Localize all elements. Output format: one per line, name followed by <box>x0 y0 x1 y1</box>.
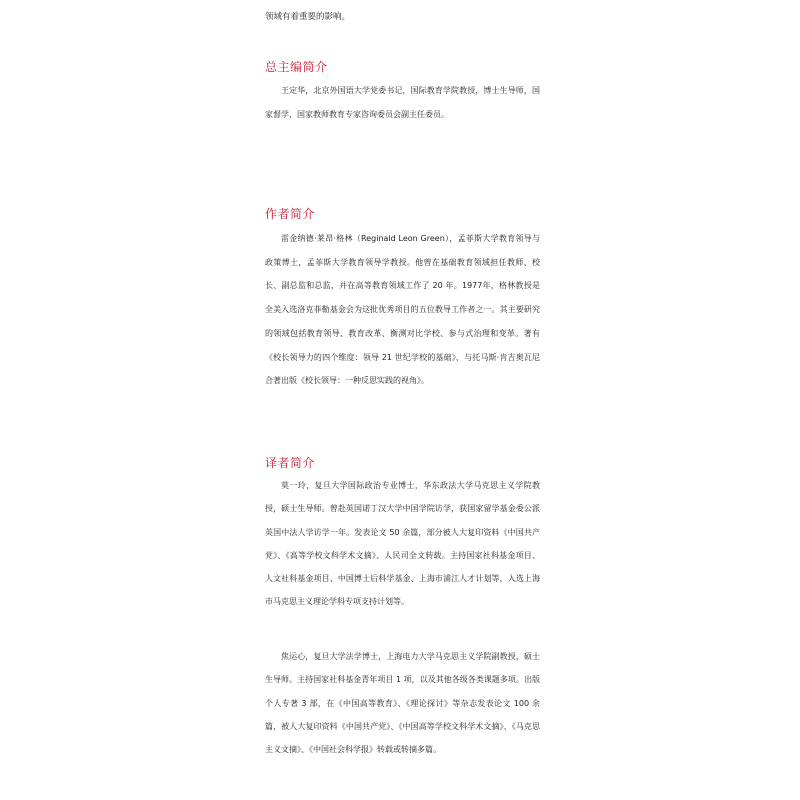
translator-paragraph-1: 莫一玲，复旦大学国际政治专业博士，华东政法大学马克思主义学院教授，硕士生导师。曾赴英国诺丁汉大学中国学院访学，获国家留学基金委公派英国中法人学访学一年。发表论文 50 余篇，部分被人大复印资料《中国共产党》、《高等学校文科学术文摘》、人民司全文转载。主持国家社科基金项目、人文社科基金项目、中国博士后科学基金、上海市浦江人才计划等，入选上海市马克思主义理论学科专项支持计划等。 <box>265 481 540 607</box>
translator-heading: 译者简介 <box>265 456 316 470</box>
translator-paragraph-2: 焦运心，复旦大学法学博士，上海电力大学马克思主义学院副教授，硕士生导师。主持国家社科基金青年项目 1 项，以及其他各级各类课题多项。出版个人专著 3 部，在《中国高等教育》、《理论探讨》等杂志发表论文 100 余篇，被人大复印资料《中国共产党》、《中国高等学校文科学术文摘》、《马克思主义文摘》、《中国社会科学报》转载或转摘多篇。 <box>265 652 540 755</box>
author-heading: 作者简介 <box>265 207 316 221</box>
continuation-text: 领域有着重要的影响。 <box>265 12 351 22</box>
editor-paragraph: 王定华，北京外国语大学党委书记，国际教育学院教授，博士生导师，国家督学，国家教师教育专家咨询委员会副主任委员。 <box>265 86 540 119</box>
author-paragraph: 雷金纳德·莱昂·格林（Reginald Leon Green），孟菲斯大学教育领导与政策博士，孟菲斯大学教育领导学教授。他曾在基础教育领域担任教师、校长、副总监和总监，并在高等教育领域工作了 20 年。1977年，格林教授是全美入选洛克菲勒基金会为这批优秀项目的五位教导工作者之一。其主要研究的领域包括教育领导、教育改革、衡测对比学校、参与式治理和变革。著有《校长领导力的四个维度：领导 21 世纪学校的基础》，与托马斯·肯吉奥瓦尼合著出版《校长领导：一种反思实践的视角》。 <box>265 234 540 386</box>
editor-heading: 总主编简介 <box>265 60 328 74</box>
